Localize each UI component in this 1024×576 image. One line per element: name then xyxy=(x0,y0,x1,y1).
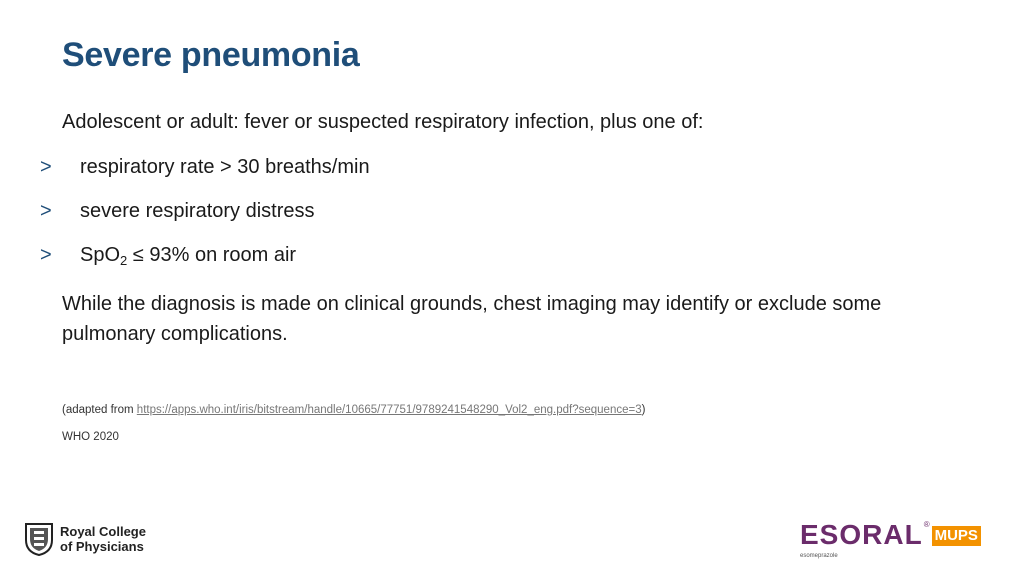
bullet-text xyxy=(80,244,296,267)
bullet-item-2 xyxy=(40,200,315,223)
slide-title: Severe pneumonia xyxy=(62,36,360,74)
spo2-suffix: ≤ 93% on room air xyxy=(127,244,297,266)
source-prefix: (adapted from xyxy=(62,404,137,416)
diagnosis-paragraph: While the diagnosis is made on clinical grounds, chest imaging may identify or exclude some pulmonary complications. xyxy=(62,293,882,345)
attribution: WHO 2020 xyxy=(62,431,119,443)
bullet-marker: > xyxy=(40,244,52,266)
bullet-marker: > xyxy=(40,200,52,222)
esoral-tagline: esomeprazole xyxy=(800,553,838,559)
rcp-line1: Royal College xyxy=(60,524,146,539)
rcp-line2: of Physicians xyxy=(60,539,144,554)
mups-badge: MUPS xyxy=(932,526,981,546)
intro-text: Adolescent or adult: fever or suspected respiratory infection, plus one of: xyxy=(62,111,704,133)
spo2-prefix: SpO xyxy=(80,244,121,266)
bullet-item-3 xyxy=(40,244,296,267)
source-link[interactable]: https://apps.who.int/iris/bitstream/handle/10665/77751/9789241548290_Vol2_eng.pdf?sequence=3 xyxy=(136,404,642,416)
source-suffix: ) xyxy=(641,404,646,416)
registered-mark: ® xyxy=(923,520,930,529)
crest-icon xyxy=(24,522,54,556)
bullet-item-1 xyxy=(40,156,370,179)
esoral-wordmark: ESORAL xyxy=(800,519,923,550)
bullet-text: severe respiratory distress xyxy=(80,200,315,222)
source-citation xyxy=(62,404,645,416)
bullet-text: respiratory rate > 30 breaths/min xyxy=(80,156,370,178)
spo2-subscript: 2 xyxy=(120,253,128,268)
rcp-logo xyxy=(24,522,146,556)
bullet-marker: > xyxy=(40,156,52,178)
esoral-logo xyxy=(800,519,981,559)
